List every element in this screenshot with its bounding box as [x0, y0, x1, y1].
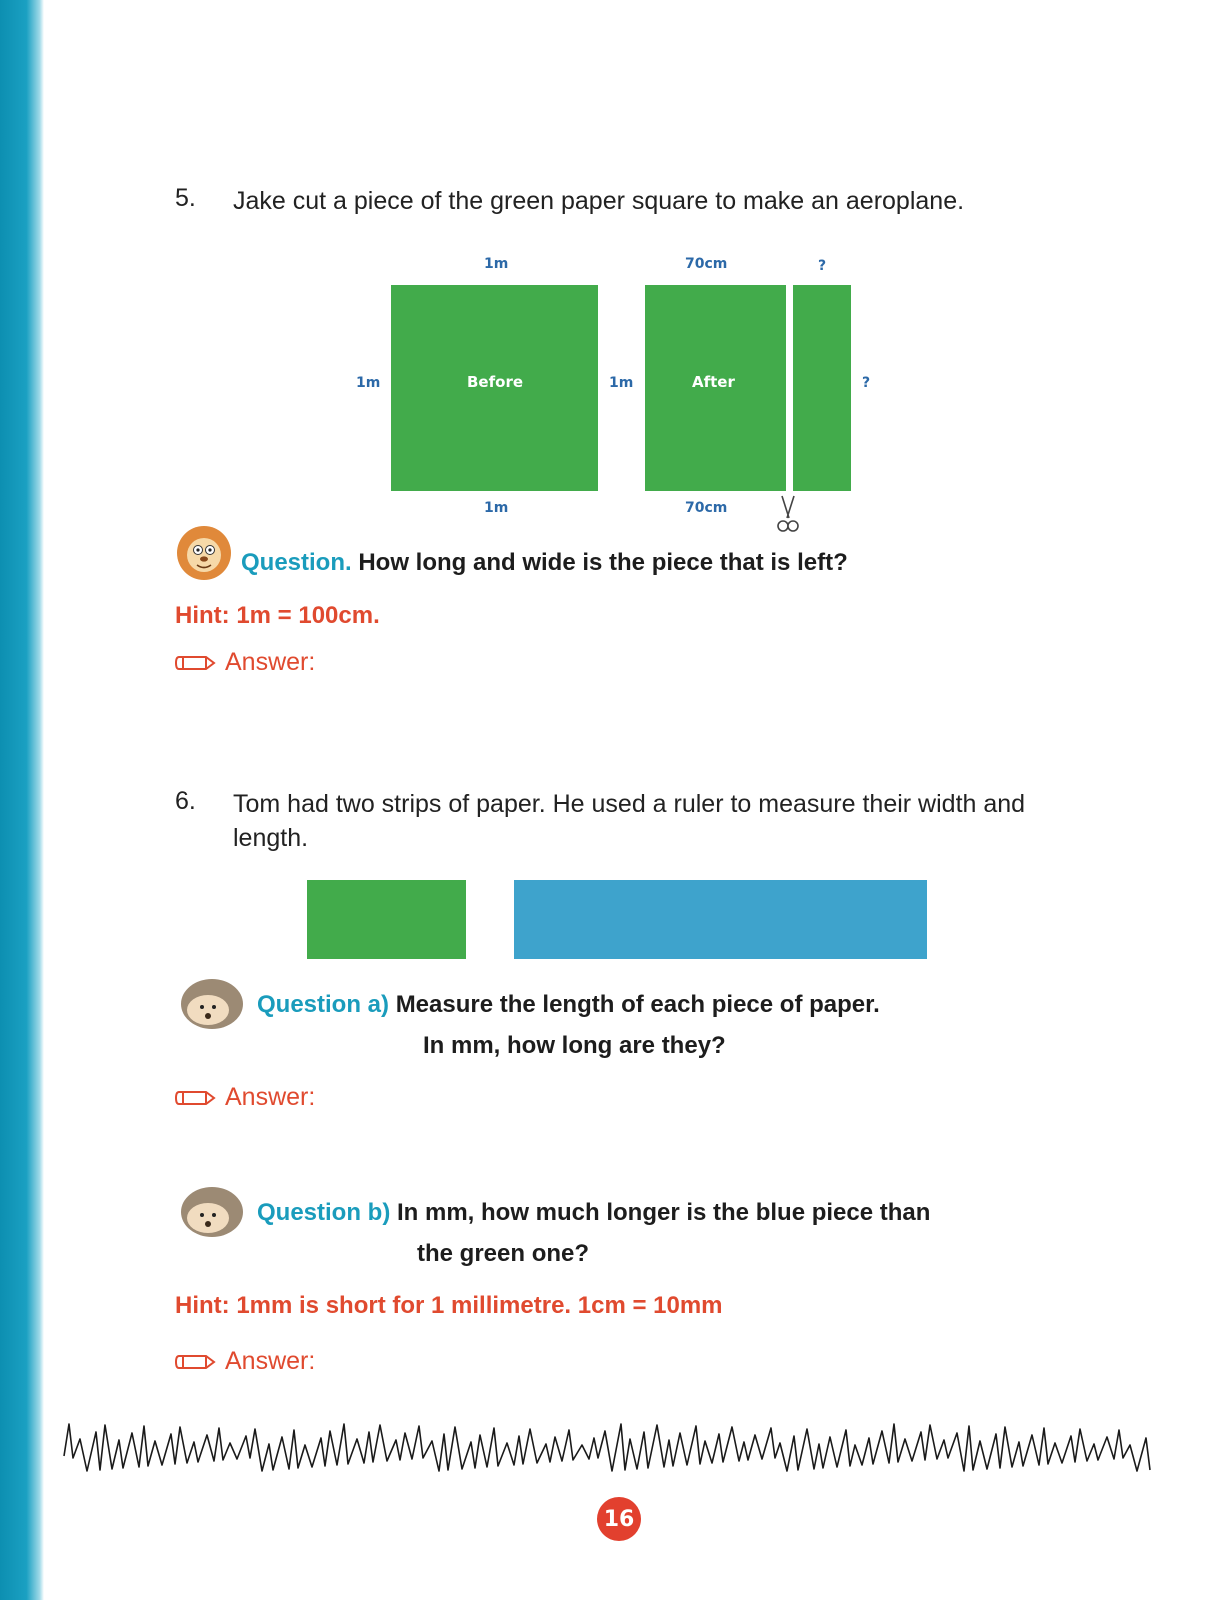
before-top-dim: 1m: [484, 256, 509, 272]
cut-side-dim: ?: [862, 375, 871, 391]
grass-decoration: [60, 1418, 1160, 1480]
q6a-line1: Measure the length of each piece of paper.: [395, 991, 880, 1018]
q5-question: [241, 542, 848, 583]
q5-question-label: Question.: [241, 549, 352, 576]
after-bottom-dim: 70cm: [685, 500, 728, 516]
q6b-question: [257, 1192, 930, 1274]
pencil-icon: [175, 652, 217, 674]
q6a-line2: In mm, how long are they?: [423, 1032, 726, 1059]
hedgehog-icon: [178, 1184, 246, 1240]
cut-strip: [793, 285, 851, 491]
pencil-icon: [175, 1087, 217, 1109]
q6b-answer-label: Answer:: [225, 1347, 316, 1375]
q6-text: [233, 787, 1025, 855]
page-number-badge: 16: [597, 1497, 641, 1541]
scissors-icon: [776, 494, 800, 538]
q5-text: Jake cut a piece of the green paper square to make an aeroplane.: [233, 187, 965, 215]
q6a-answer-label: Answer:: [225, 1083, 316, 1111]
q6b-label: Question b): [257, 1199, 391, 1226]
q5-question-text: How long and wide is the piece that is left?: [358, 549, 848, 576]
q6a-question: [257, 984, 880, 1066]
q6a-label: Question a): [257, 991, 390, 1018]
pencil-icon: [175, 1351, 217, 1373]
q6a-answer: [175, 1083, 315, 1112]
q5-answer-label: Answer:: [225, 648, 316, 676]
after-side-dim: 1m: [609, 375, 634, 391]
blue-strip: [514, 880, 927, 959]
cut-top-dim: ?: [818, 258, 827, 274]
before-side-dim: 1m: [356, 375, 381, 391]
q6b-line1: In mm, how much longer is the blue piece than: [397, 1199, 931, 1226]
before-label: Before: [467, 373, 524, 391]
q6-number: 6.: [175, 787, 196, 815]
hedgehog-icon: [178, 976, 246, 1032]
q6-hint: Hint: 1mm is short for 1 millimetre. 1cm = 10mm: [175, 1292, 723, 1319]
q6-text-line1: Tom had two strips of paper. He used a ruler to measure their width and: [233, 790, 1026, 818]
q6b-answer: [175, 1347, 315, 1376]
q5-answer: [175, 648, 315, 677]
before-bottom-dim: 1m: [484, 500, 509, 516]
q6b-line2: the green one?: [417, 1240, 590, 1267]
after-top-dim: 70cm: [685, 256, 728, 272]
side-bar: [0, 0, 44, 1600]
q5-hint: Hint: 1m = 100cm.: [175, 602, 380, 629]
q6-text-line2: length.: [233, 824, 309, 852]
lion-icon: [175, 524, 233, 582]
green-strip: [307, 880, 466, 959]
after-label: After: [692, 373, 735, 391]
q5-number: 5.: [175, 184, 196, 212]
